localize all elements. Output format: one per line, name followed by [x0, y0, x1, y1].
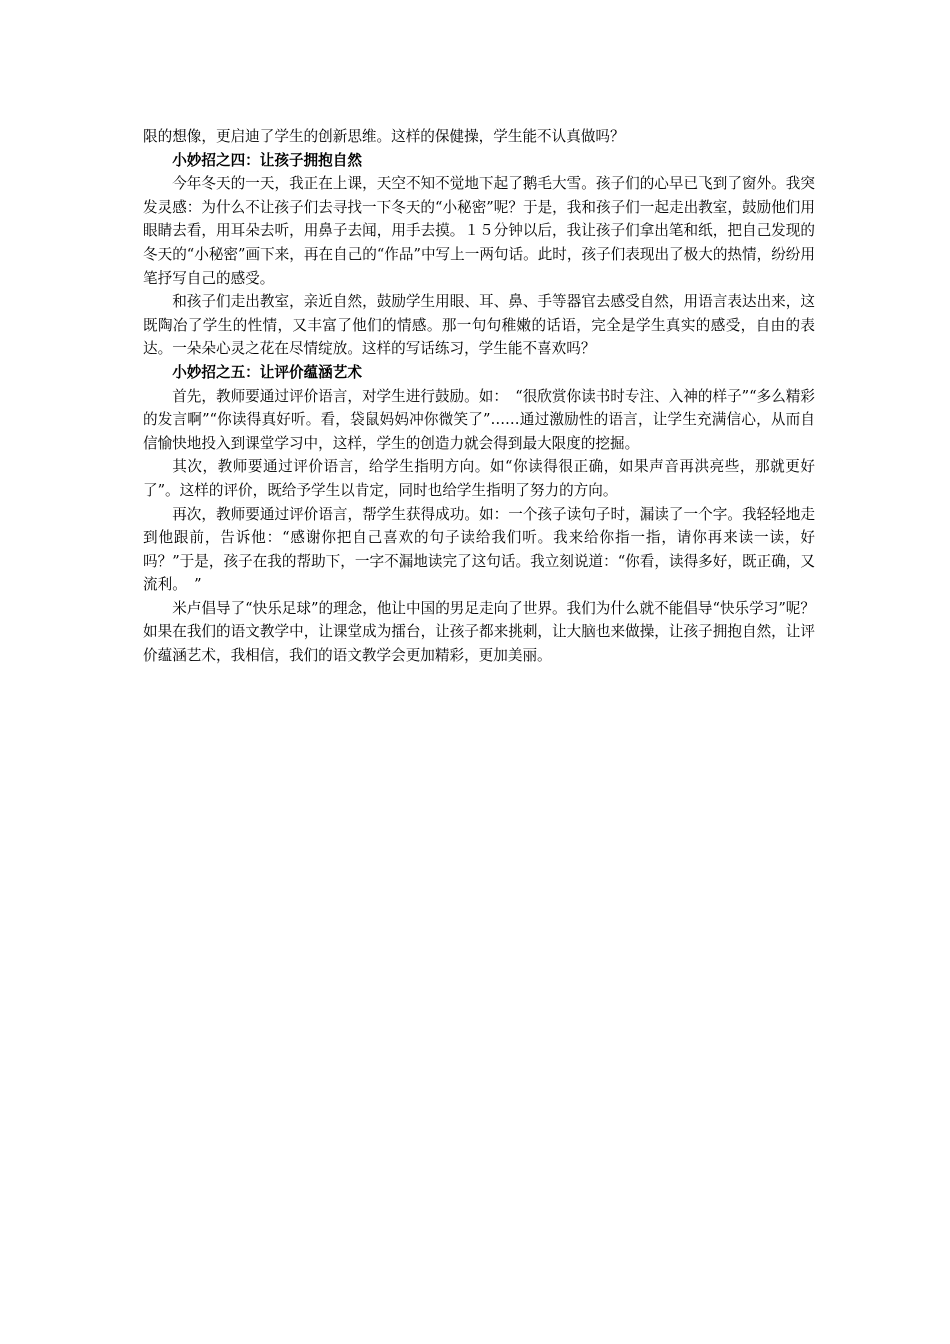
paragraph-continuation: 限的想像，更启迪了学生的创新思维。这样的保健操，学生能不认真做吗？: [143, 128, 625, 145]
section-heading-tip-four: 小妙招之四：让孩子拥抱自然: [172, 151, 362, 169]
paragraph-second-direction: 其次，教师要通过评价语言，给学生指明方向。如“你读得很正确，如果声音再洪亮些，那就更好了”。这样的评价，既给予学生以肯定，同时也给学生指明了努力的方向。: [143, 458, 815, 499]
document-body: [143, 125, 815, 668]
paragraph-embrace-nature: 和孩子们走出教室，亲近自然，鼓励学生用眼、耳、鼻、手等器官去感受自然，用语言表达出来，这既陶冶了学生的性情，又丰富了他们的情感。那一句句稚嫩的话语，完全是学生真实的感受，自由的表达。一朵朵心灵之花在尽情绽放。这样的写话练习，学生能不喜欢吗？: [143, 293, 815, 358]
paragraph-first-encourage: 首先，教师要通过评价语言，对学生进行鼓励。如： “很欣赏你读书时专注、入神的样子”“多么精彩的发言啊”“你读得真好听。看，袋鼠妈妈冲你微笑了”……通过激励性的语言，让学生充满信心，从而自信愉快地投入到课堂学习中，这样，学生的创造力就会得到最大限度的挖掘。: [143, 387, 815, 452]
paragraph-third-success: 再次，教师要通过评价语言，帮学生获得成功。如：一个孩子读句子时，漏读了一个字。我轻轻地走到他跟前，告诉他：“感谢你把自己喜欢的句子读给我们听。我来给你指一指，请你再来读一读，好吗？”于是，孩子在我的帮助下，一字不漏地读完了这句话。我立刻说道：“你看，读得多好，既正确，又流利。 ”: [143, 505, 815, 594]
section-heading-tip-five: 小妙招之五：让评价蕴涵艺术: [172, 363, 362, 381]
paragraph-conclusion: 米卢倡导了“快乐足球”的理念，他让中国的男足走向了世界。我们为什么就不能倡导“快乐学习”呢？如果在我们的语文教学中，让课堂成为擂台，让孩子都来挑刺，让大脑也来做操，让孩子拥抱自然，让评价蕴涵艺术，我相信，我们的语文教学会更加精彩，更加美丽。: [143, 599, 815, 665]
paragraph-winter-snow: 今年冬天的一天，我正在上课，天空不知不觉地下起了鹅毛大雪。孩子们的心早已飞到了窗外。我突发灵感：为什么不让孩子们去寻找一下冬天的“小秘密”呢？于是，我和孩子们一起走出教室，鼓励他们用眼睛去看，用耳朵去听，用鼻子去闻，用手去摸。１５分钟以后，我让孩子们拿出笔和纸，把自己发现的冬天的“小秘密”画下来，再在自己的“作品”中写上一两句话。此时，孩子们表现出了极大的热情，纷纷用笔抒写自己的感受。: [143, 175, 815, 287]
